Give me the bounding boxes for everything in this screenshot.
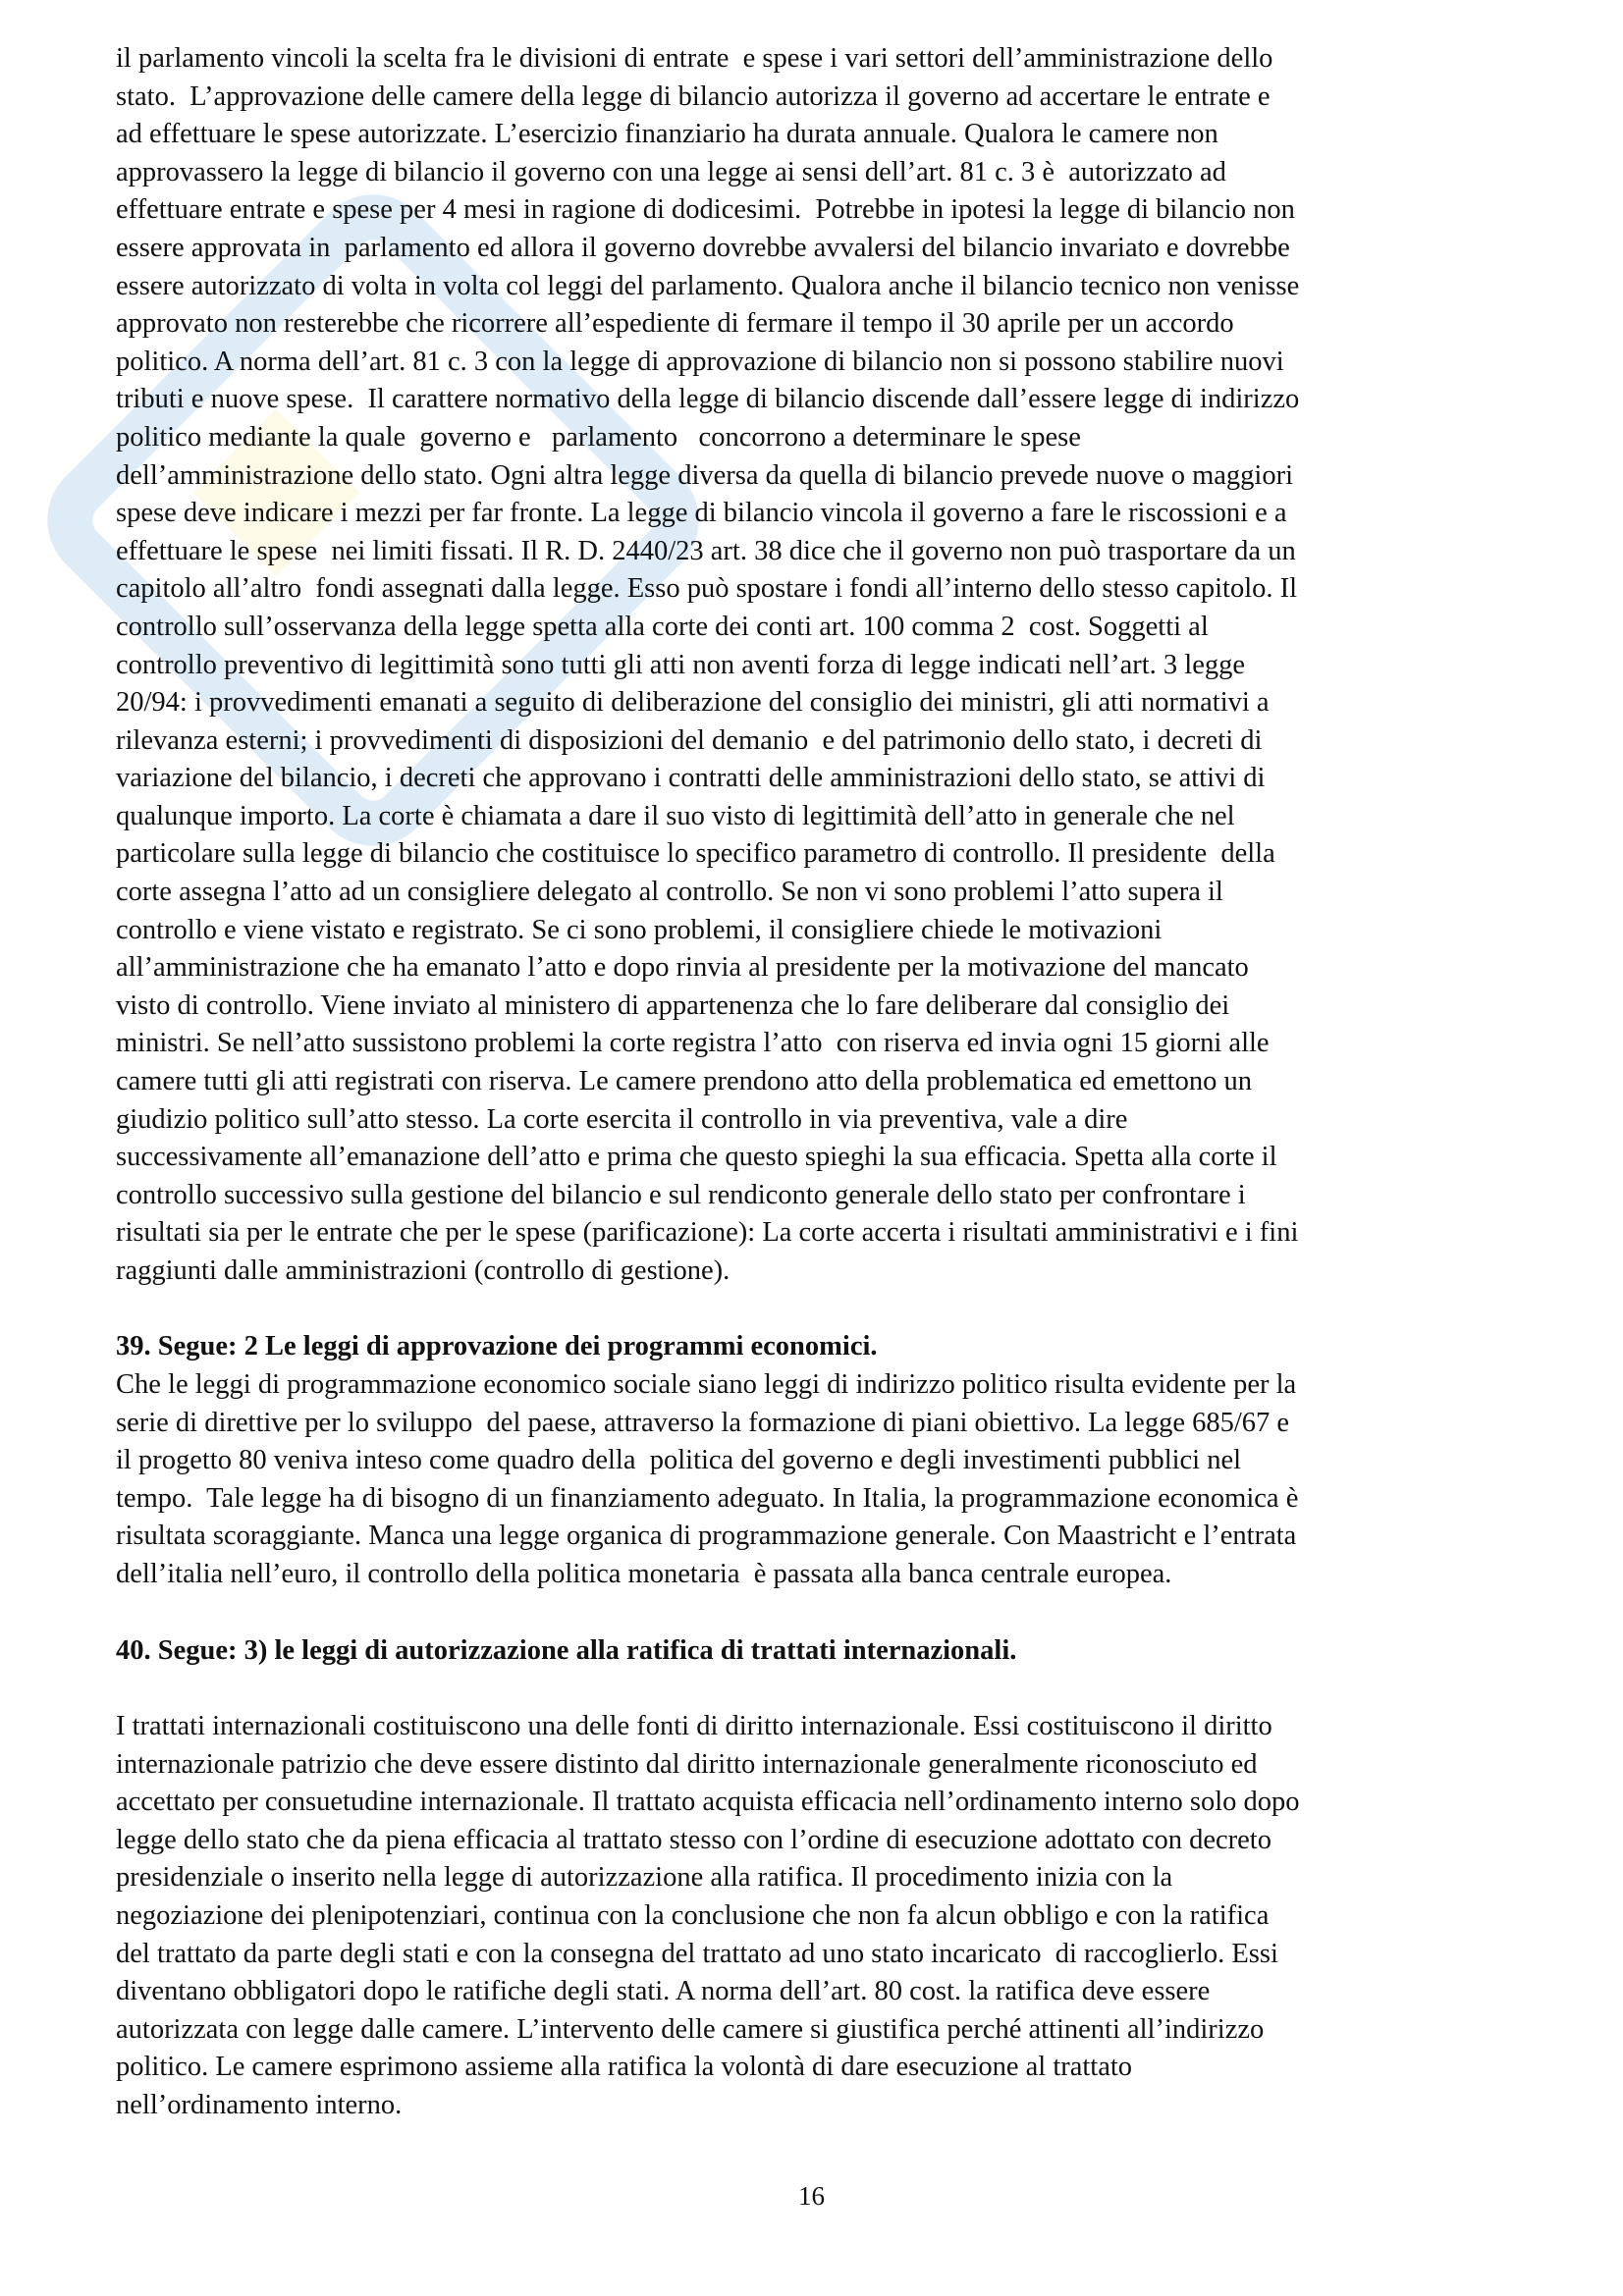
text-line: approvassero la legge di bilancio il governo con una legge ai sensi dell’art. 81 c. 3 è autorizzato ad [116,156,1226,187]
text-line: rilevanza esterni; i provvedimenti di disposizioni del demanio e del patrimonio dello stato, i decreti di [116,724,1263,756]
text-line: ad effettuare le spese autorizzate. L’esercizio finanziario ha durata annuale. Qualora le camere non [116,119,1218,150]
paragraph-budget-law [116,40,1299,1291]
heading-text: 40. Segue: 3) le leggi di autorizzazione alla ratifica di trattati internazionali. [116,1635,1017,1666]
text-line: diventano obbligatori dopo le ratifiche degli stati. A norma dell’art. 80 cost. la ratifica deve essere [116,1976,1211,2007]
text-line: stato. L’approvazione delle camere della legge di bilancio autorizza il governo ad accertare le entrate e [116,80,1271,112]
text-line: internazionale patrizio che deve essere distinto dal diritto internazionale generalmente riconosciuto ed [116,1748,1258,1780]
text-line: tempo. Tale legge ha di bisogno di un finanziamento adeguato. In Italia, la programmazione economica è [116,1482,1299,1514]
text-line: Che le leggi di programmazione economico sociale siano leggi di indirizzo politico risulta evidente per la [116,1369,1297,1400]
text-line: nell’ordinamento interno. [116,2089,403,2120]
heading-text: 39. Segue: 2 Le leggi di approvazione dei programmi economici. [116,1331,878,1362]
text-line: del trattato da parte degli stati e con la consegna del trattato ad uno stato incaricato di raccoglierlo. Essi [116,1938,1278,1969]
text-line: capitolo all’altro fondi assegnati dalla legge. Esso può spostare i fondi all’interno dello stesso capitolo. Il [116,573,1298,605]
text-line: 20/94: i provvedimenti emanati a seguito di deliberazione del consiglio dei ministri, gli atti normativi a [116,687,1270,719]
text-line: essere approvata in parlamento ed allora il governo dovrebbe avvalersi del bilancio invariato e dovrebbe [116,232,1290,263]
text-line: controllo e viene vistato e registrato. Se ci sono problemi, il consigliere chiede le motivazioni [116,914,1163,945]
text-line: il progetto 80 veniva inteso come quadro della politica del governo e degli investimenti pubblici nel [116,1445,1242,1476]
text-line: autorizzata con legge dalle camere. L’intervento delle camere si giustifica perché attinenti all’indirizzo [116,2013,1265,2045]
text-line: approvato non resterebbe che ricorrere all’espediente di fermare il tempo il 30 aprile per un accordo [116,308,1234,340]
text-line: il parlamento vincoli la scelta fra le divisioni di entrate e spese i vari settori dell’amministrazione dello [116,43,1273,74]
section-heading-39 [116,1328,878,1366]
text-line: risultati sia per le entrate che per le spese (parificazione): La corte accerta i risultati amministrativi e i fini [116,1217,1299,1249]
text-line: dell’amministrazione dello stato. Ogni altra legge diversa da quella di bilancio prevede nuove o maggiori [116,459,1293,491]
section-heading-40 [116,1632,1016,1671]
text-line: risultata scoraggiante. Manca una legge organica di programmazione generale. Con Maastricht e l’entrata [116,1521,1297,1552]
text-line: ministri. Se nell’atto sussistono problemi la corte registra l’atto con riserva ed invia ogni 15 giorni alle [116,1028,1270,1059]
text-line: successivamente all’emanazione dell’atto e prima che questo spieghi la sua efficacia. Spetta alla corte il [116,1142,1277,1173]
text-line: controllo preventivo di legittimità sono tutti gli atti non aventi forza di legge indicati nell’art. 3 legge [116,649,1245,680]
text-line: raggiunti dalle amministrazioni (controllo di gestione). [116,1255,730,1286]
text-line: negoziazione dei plenipotenziari, continua con la conclusione che non fa alcun obbligo e con la ratifica [116,1899,1270,1931]
text-line: politico. A norma dell’art. 81 c. 3 con la legge di approvazione di bilancio non si possono stabilire nuovi [116,346,1284,377]
text-line: all’amministrazione che ha emanato l’atto e dopo rinvia al presidente per la motivazione del mancato [116,952,1249,984]
text-line: politico mediante la quale governo e parlamento concorrono a determinare le spese [116,421,1081,453]
text-line: corte assegna l’atto ad un consigliere delegato al controllo. Se non vi sono problemi l’atto supera il [116,877,1223,908]
paragraph-international-treaties [116,1708,1300,2125]
page-number: 16 [798,2181,825,2211]
text-line: effettuare entrate e spese per 4 mesi in ragione di dodicesimi. Potrebbe in ipotesi la legge di bilancio non [116,194,1295,226]
text-line: particolare sulla legge di bilancio che costituisce lo specifico parametro di controllo. Il presidente della [116,838,1275,870]
text-line: qualunque importo. La corte è chiamata a dare il suo visto di legittimità dell’atto in generale che nel [116,800,1235,831]
text-line: controllo sull’osservanza della legge spetta alla corte dei conti art. 100 comma 2 cost. Soggetti al [116,611,1209,642]
text-line: dell’italia nell’euro, il controllo della politica monetaria è passata alla banca centrale europea. [116,1558,1172,1589]
text-line: controllo successivo sulla gestione del bilancio e sul rendiconto generale dello stato per confrontare i [116,1179,1246,1210]
text-line: visto di controllo. Viene inviato al ministero di appartenenza che lo fare deliberare dal consiglio dei [116,989,1230,1021]
text-line: politico. Le camere esprimono assieme alla ratifica la volontà di dare esecuzione al trattato [116,2052,1133,2083]
text-line: legge dello stato che da piena efficacia al trattato stesso con l’ordine di esecuzione adottato con decreto [116,1824,1271,1855]
paragraph-economic-programs [116,1366,1298,1594]
text-line: variazione del bilancio, i decreti che approvano i contratti delle amministrazioni dello stato, se attivi di [116,763,1266,794]
text-line: tributi e nuove spese. Il carattere normativo della legge di bilancio discende dall’essere legge di indirizzo [116,384,1300,415]
text-line: I trattati internazionali costituiscono una delle fonti di diritto internazionale. Essi costituiscono il diritto [116,1711,1272,1741]
text-line: essere autorizzato di volta in volta col leggi del parlamento. Qualora anche il bilancio tecnico non venisse [116,270,1300,301]
text-line: accettato per consuetudine internazionale. Il trattato acquista efficacia nell’ordinamento interno solo dopo [116,1787,1300,1818]
text-line: camere tutti gli atti registrati con riserva. Le camere prendono atto della problematica ed emettono un [116,1066,1252,1097]
text-line: giudizio politico sull’atto stesso. La corte esercita il controllo in via preventiva, vale a dire [116,1103,1128,1135]
text-line: effettuare le spese nei limiti fissati. Il R. D. 2440/23 art. 38 dice che il governo non può trasportare da un [116,535,1296,566]
text-line: presidenziale o inserito nella legge di autorizzazione alla ratifica. Il procedimento inizia con la [116,1862,1173,1894]
text-line: spese deve indicare i mezzi per far fronte. La legge di bilancio vincola il governo a fare le riscossioni e a [116,498,1287,529]
text-line: serie di direttive per lo sviluppo del paese, attraverso la formazione di piani obiettivo. La legge 685/67 e [116,1407,1290,1438]
